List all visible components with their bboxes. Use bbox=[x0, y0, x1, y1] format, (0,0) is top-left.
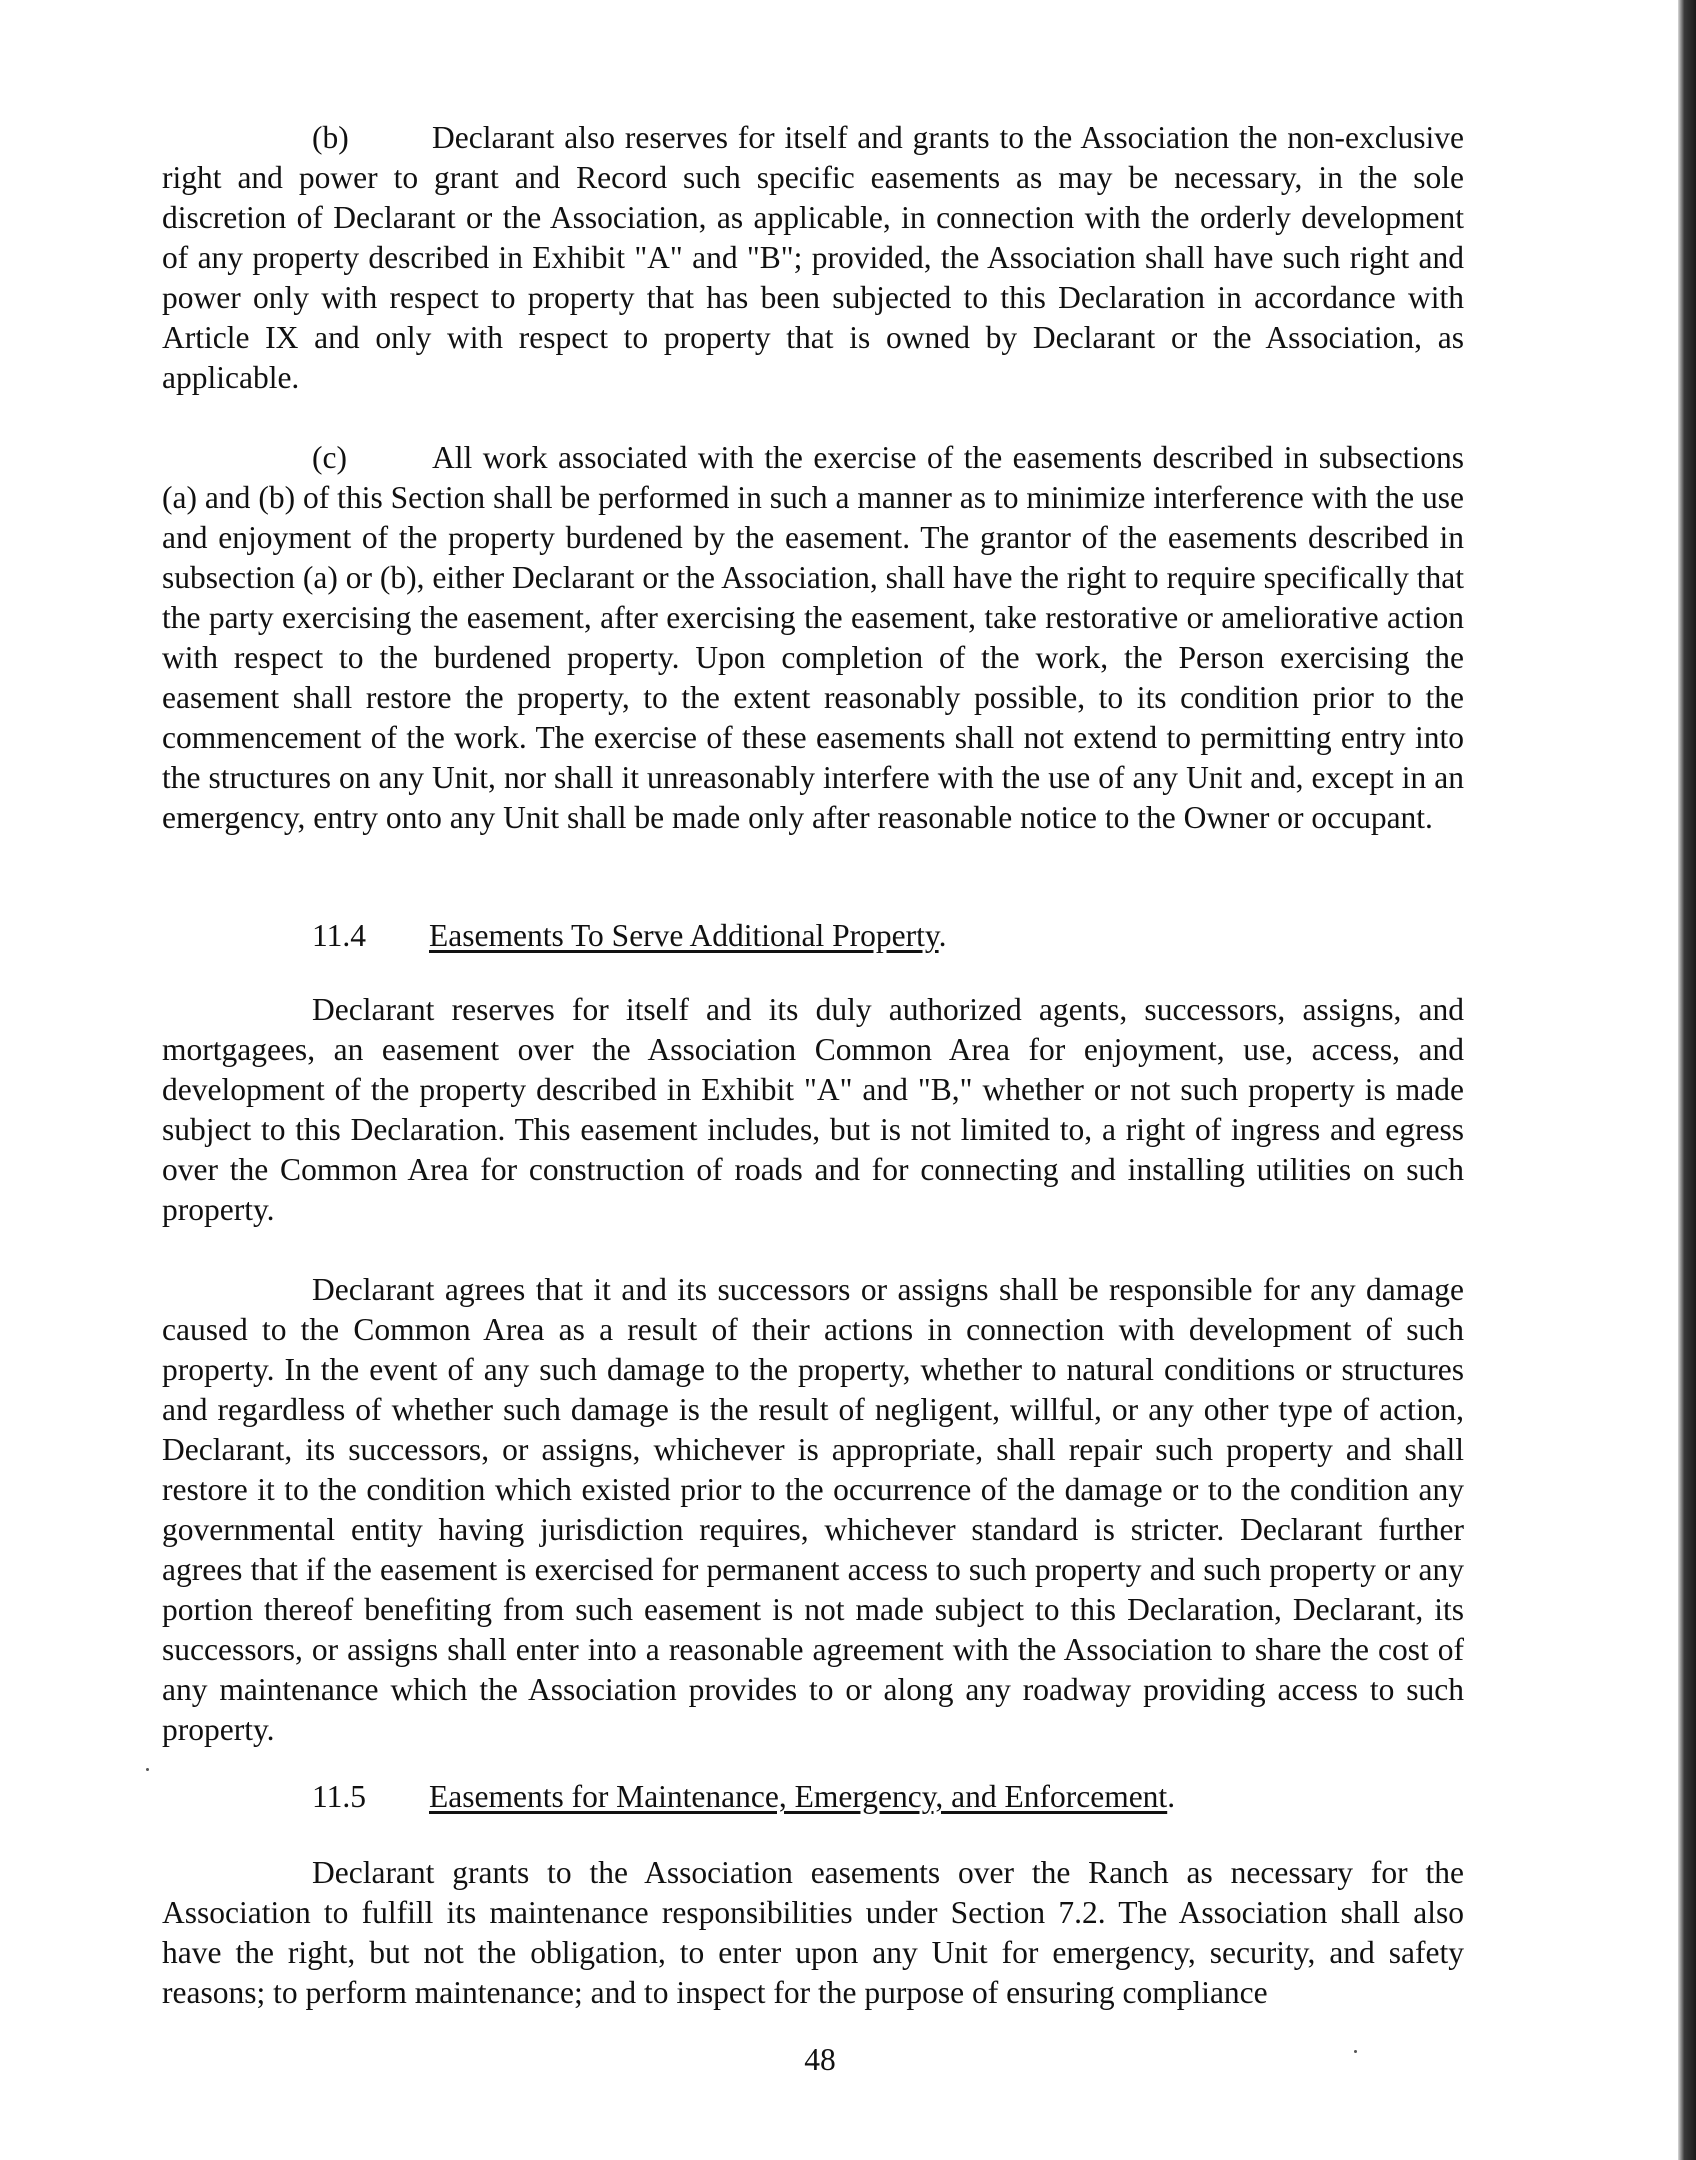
section-title-11-5: Easements for Maintenance, Emergency, and Enforcement bbox=[429, 1779, 1168, 1814]
paragraph-c bbox=[162, 438, 1464, 838]
paragraph-c-text: All work associated with the exercise of the easements described in subsections (a) and (b) of this Section shall be performed in such a manner as to minimize interference with the use and enjoyment of the property burdened by the easement. The grantor of the easements described in subsection (a) or (b), either Declarant or the Association, shall have the right to require specifically that the party exercising the easement, after exercising the easement, take restorative or ameliorative action with respect to the burdened property. Upon completion of the work, the Person exercising the easement shall restore the property, to the extent reasonably possible, to its condition prior to the commencement of the work. The exercise of these easements shall not extend to permitting entry into the structures on any Unit, nor shall it unreasonably interfere with the use of any Unit and, except in an emergency, entry onto any Unit shall be made only after reasonable notice to the Owner or occupant. bbox=[162, 440, 1464, 835]
section-11-5-paragraph-1: Declarant grants to the Association easements over the Ranch as necessary for the Association to fulfill its maintenance responsibilities under Section 7.2. The Association shall also have the right, but not the obligation, to enter upon any Unit for emergency, security, and safety reasons; to perform maintenance; and to inspect for the purpose of ensuring compliance bbox=[162, 1855, 1464, 2010]
section-title-period-11-4: . bbox=[938, 918, 947, 953]
section-heading-11-5 bbox=[312, 1777, 1175, 1817]
subsection-label-b: (b) bbox=[312, 120, 349, 155]
page-number: 48 bbox=[804, 2042, 836, 2077]
section-title-11-4: Easements To Serve Additional Property bbox=[429, 918, 939, 953]
subsection-label-c: (c) bbox=[312, 440, 347, 475]
section-11-4-paragraph-1: Declarant reserves for itself and its duly authorized agents, successors, assigns, and mortgagees, an easement over the Association Common Area for enjoyment, use, access, and development of the property described in Exhibit "A" and "B," whether or not such property is made subject to this Declaration. This easement includes, but is not limited to, a right of ingress and egress over the Common Area for construction of roads and for connecting and installing utilities on such property. bbox=[162, 992, 1464, 1227]
paragraph-b-text: Declarant also reserves for itself and grants to the Association the non-exclusive right and power to grant and Record such specific easements as may be necessary, in the sole discretion of Declarant or the Association, as applicable, in connection with the orderly development of any property described in Exhibit "A" and "B"; provided, the Association shall have such right and power only with respect to property that has been subjected to this Declaration in accordance with Article IX and only with respect to property that is owned by Declarant or the Association, as applicable. bbox=[162, 120, 1464, 395]
section-heading-11-4 bbox=[312, 916, 946, 956]
scan-speck bbox=[1354, 2050, 1357, 2053]
paragraph-b bbox=[162, 118, 1464, 398]
section-number-11-4: 11.4 bbox=[312, 918, 366, 953]
section-number-11-5: 11.5 bbox=[312, 1779, 366, 1814]
scan-edge-shadow bbox=[1678, 0, 1696, 2160]
section-11-4-paragraph-2: Declarant agrees that it and its successors or assigns shall be responsible for any damage caused to the Common Area as a result of their actions in connection with development of such property. In the event of any such damage to the property, whether to natural conditions or structures and regardless of whether such damage is the result of negligent, willful, or any other type of action, Declarant, its successors, or assigns, whichever is appropriate, shall repair such property and shall restore it to the condition which existed prior to the occurrence of the damage or to the condition any governmental entity having jurisdiction requires, whichever standard is stricter. Declarant further agrees that if the easement is exercised for permanent access to such property and such property or any portion thereof benefiting from such easement is not made subject to this Declaration, Declarant, its successors, or assigns shall enter into a reasonable agreement with the Association to share the cost of any maintenance which the Association provides to or along any roadway providing access to such property. bbox=[162, 1272, 1464, 1747]
section-title-period-11-5: . bbox=[1167, 1779, 1176, 1814]
scan-speck bbox=[146, 1768, 149, 1771]
